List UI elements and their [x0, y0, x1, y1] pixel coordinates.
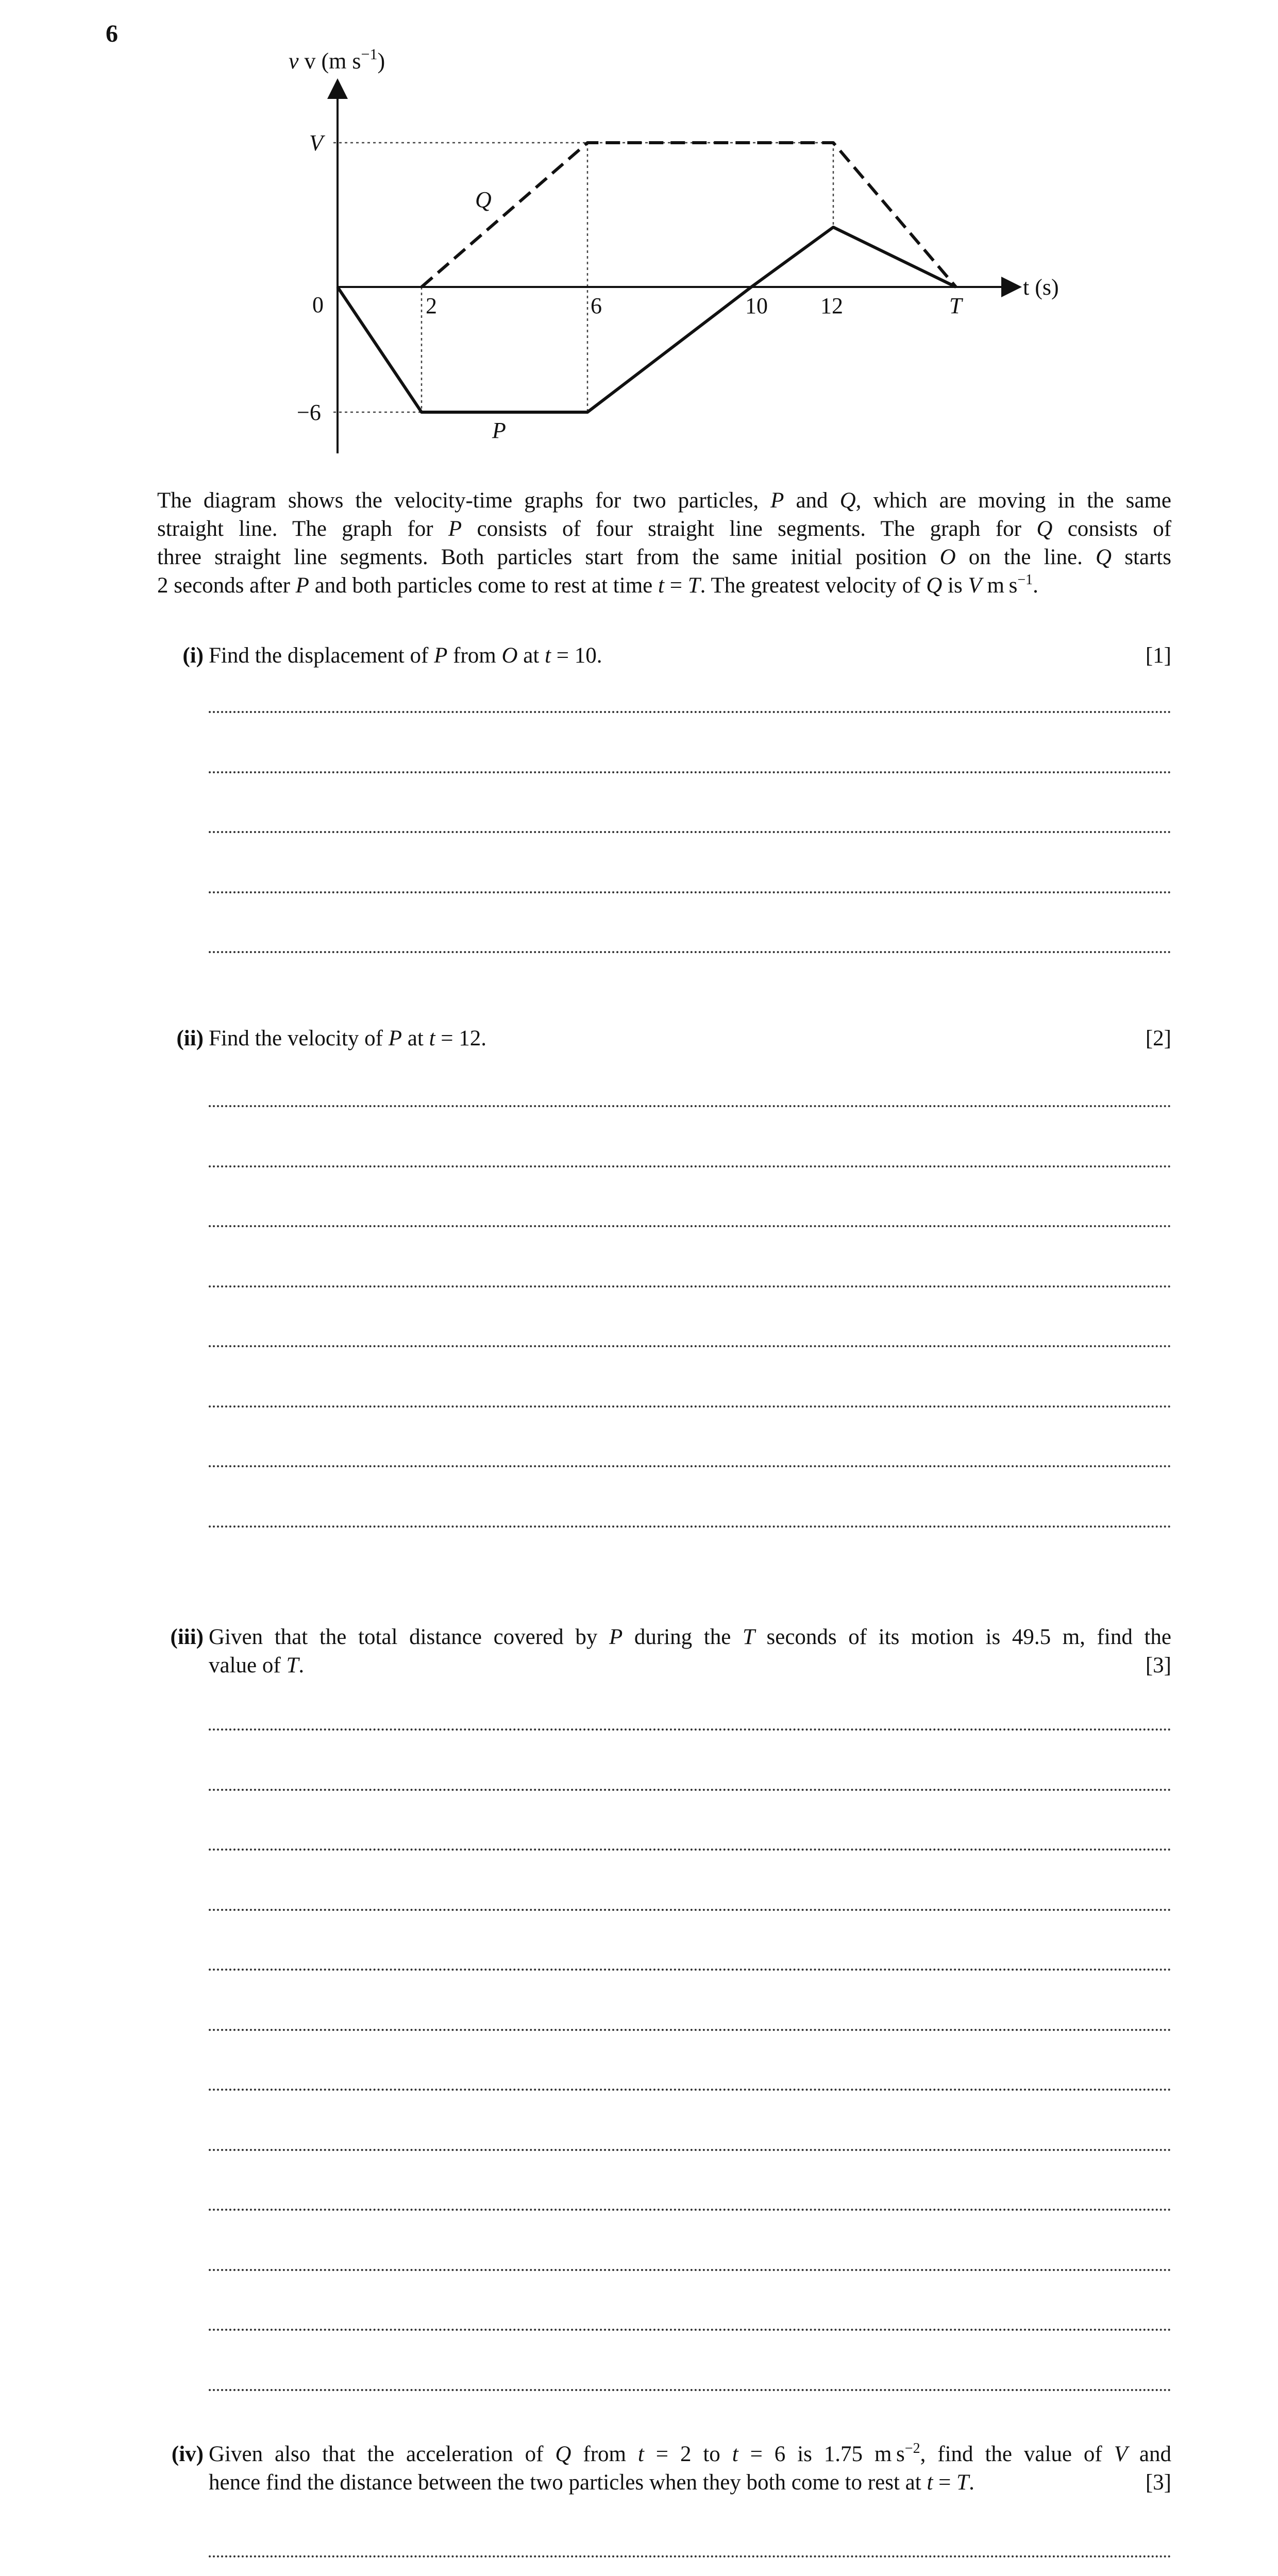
y-axis-label: v v (m $s^{-1}$)	[289, 46, 385, 74]
answer-line[interactable]	[209, 771, 1171, 773]
answer-line[interactable]	[209, 1285, 1171, 1287]
curve-P	[338, 227, 956, 412]
answer-line[interactable]	[209, 2209, 1171, 2211]
intro-line: three straight line segments. Both particles start from the same initial position O on the line. Q starts	[157, 545, 1171, 569]
part-marks: [3]	[1145, 2470, 1171, 2495]
y-tick-neg6: −6	[297, 400, 321, 425]
answer-line[interactable]	[209, 1789, 1171, 1791]
answer-line[interactable]	[209, 1165, 1171, 1167]
y-tick-V: V	[309, 130, 323, 156]
x-tick-10: 10	[745, 293, 768, 318]
x-axis-label: t (s)	[1023, 275, 1059, 300]
part-label: (ii)	[176, 1026, 204, 1050]
x-tick-12: 12	[820, 293, 843, 318]
answer-line[interactable]	[209, 951, 1171, 953]
part-text: Given also that the acceleration of Q from t = 2 to t = 6 is 1.75 m $s^{-2}$, find the value of V and hence find the distance between the two particles when they both come to rest at t = T.	[209, 2441, 1171, 2495]
part-label: (i)	[182, 643, 204, 668]
part-text: Given that the total distance covered by P during the T seconds of its motion is 49.5 m, find the value of T.	[209, 1625, 1171, 1677]
velocity-time-graph	[0, 0, 1278, 464]
x-tick-T: T	[949, 293, 962, 318]
answer-line[interactable]	[209, 2089, 1171, 2091]
part-label: (iii)	[170, 1625, 204, 1649]
curve-label-P: P	[492, 418, 506, 443]
answer-line[interactable]	[209, 891, 1171, 893]
x-tick-2: 2	[426, 293, 437, 318]
intro-line: 2 seconds after P and both particles come to rest at time t = T. The greatest velocity of Q is V m $s^{-1}$.	[157, 572, 1038, 598]
answer-line[interactable]	[209, 1345, 1171, 1347]
answer-line[interactable]	[209, 2389, 1171, 2391]
answer-line[interactable]	[209, 1465, 1171, 1467]
intro-line: straight line. The graph for P consists of four straight line segments. The graph for Q consists of	[157, 517, 1172, 541]
question-number: 6	[106, 20, 118, 47]
x-tick-6: 6	[591, 293, 602, 318]
origin-label: 0	[312, 292, 324, 317]
part-label: (iv)	[171, 2442, 204, 2466]
answer-line[interactable]	[209, 2555, 1171, 2557]
curve-Q	[422, 143, 956, 287]
answer-line[interactable]	[209, 2149, 1171, 2151]
part-text: Find the velocity of P at t = 12.	[209, 1026, 487, 1050]
answer-line[interactable]	[209, 2329, 1171, 2331]
part-text: Find the displacement of P from O at t = 10.	[209, 643, 602, 668]
answer-line[interactable]	[209, 1969, 1171, 1971]
part-marks: [3]	[1145, 1653, 1171, 1677]
curve-label-Q: Q	[475, 187, 492, 212]
answer-line[interactable]	[209, 1225, 1171, 1227]
answer-line[interactable]	[209, 711, 1171, 713]
answer-line[interactable]	[209, 1909, 1171, 1911]
part-marks: [1]	[1145, 643, 1171, 668]
part-marks: [2]	[1145, 1026, 1171, 1050]
answer-line[interactable]	[209, 1849, 1171, 1851]
answer-line[interactable]	[209, 1526, 1171, 1528]
intro-line: The diagram shows the velocity-time graphs for two particles, P and Q, which are moving in the same	[157, 488, 1171, 513]
answer-line[interactable]	[209, 2269, 1171, 2271]
answer-line[interactable]	[209, 1728, 1171, 1731]
question-intro	[157, 486, 1171, 600]
answer-line[interactable]	[209, 831, 1171, 833]
answer-line[interactable]	[209, 2029, 1171, 2031]
answer-line[interactable]	[209, 1405, 1171, 1408]
answer-line[interactable]	[209, 1105, 1171, 1107]
